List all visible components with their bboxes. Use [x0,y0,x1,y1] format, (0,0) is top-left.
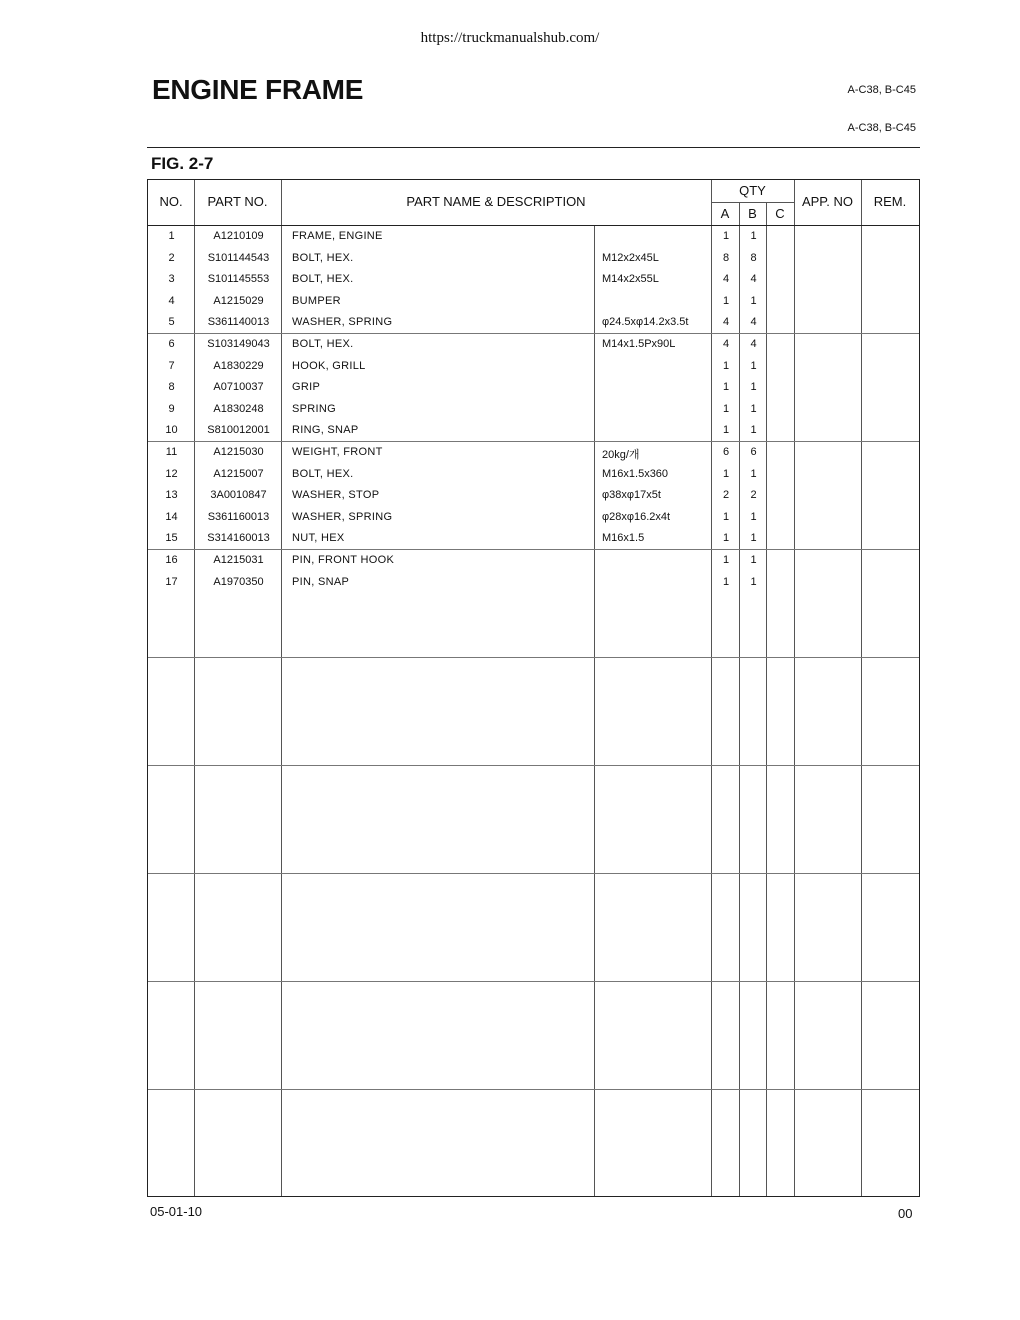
part-number: A1215007 [213,467,264,480]
part-name: NUT, HEX [292,532,345,545]
part-number: S810012001 [207,424,270,437]
part-spec: 20kg/개 [602,449,640,461]
group-separator [148,981,919,982]
qty-a: 1 [722,424,730,437]
table-row [148,291,919,313]
row-number: 1 [168,230,175,242]
part-name: BOLT, HEX. [292,251,354,264]
part-name: BOLT, HEX. [292,467,354,480]
table-row [148,464,919,486]
part-number: S101145553 [207,273,270,286]
qty-a: 4 [722,316,730,329]
qty-b: 1 [750,230,757,242]
part-name: WASHER, SPRING [292,510,393,523]
qty-a: 1 [722,294,730,307]
part-spec: M14x1.5Px90L [602,338,676,350]
table-row [148,550,919,572]
group-separator [148,657,919,658]
qty-a: 1 [722,402,730,415]
qty-subdivider [711,202,794,203]
qty-a: 1 [722,532,730,545]
group-separator [148,873,919,874]
header-divider [147,147,920,148]
table-row [148,356,919,378]
row-number: 6 [168,338,175,350]
part-name: GRIP [292,381,321,394]
part-spec: φ24.5xφ14.2x3.5t [602,316,689,329]
row-number: 5 [168,316,175,329]
row-number: 3 [168,273,175,286]
part-name: WASHER, SPRING [292,316,393,329]
part-number: S103149043 [207,338,270,350]
part-name: PIN, FRONT HOOK [292,554,395,566]
header-no: NO. [159,194,183,209]
part-spec: φ38xφ17x5t [602,489,661,502]
row-number: 16 [165,554,178,566]
table-row [148,399,919,421]
row-number: 7 [168,359,175,372]
row-number: 10 [165,424,178,437]
header-qty-b: B [748,206,757,221]
qty-b: 1 [750,424,757,437]
qty-b: 1 [750,467,757,480]
part-number: S314160013 [207,532,270,545]
model-code-sub: A-C38, B-C45 [847,122,916,134]
part-name: FRAME, ENGINE [292,230,383,242]
qty-b: 6 [750,446,757,458]
part-name: BOLT, HEX. [292,338,354,350]
table-row [148,572,919,594]
qty-b: 1 [750,532,757,545]
part-name: HOOK, GRILL [292,359,366,372]
row-number: 2 [168,251,175,264]
part-number: A1830229 [213,359,264,372]
part-spec: M16x1.5x360 [602,467,669,480]
qty-a: 6 [722,446,730,458]
row-number: 4 [168,294,175,307]
table-row [148,442,919,464]
row-number: 17 [165,575,178,588]
table-row [148,248,919,270]
table-row [148,269,919,291]
part-number: A1210109 [213,230,264,242]
part-number: S361160013 [207,510,270,523]
part-number: 3A0010847 [210,489,267,502]
row-number: 11 [165,446,178,458]
part-spec: φ28xφ16.2x4t [602,510,671,523]
qty-a: 2 [722,489,730,502]
header-qty-a: A [720,206,730,221]
part-number: A1215031 [213,554,264,566]
table-row [148,312,919,334]
row-number: 13 [165,489,178,502]
page-number: 00 [898,1206,913,1221]
table-row [148,528,919,550]
table-row [148,485,919,507]
qty-a: 1 [722,359,730,372]
part-name: WEIGHT, FRONT [292,446,383,458]
part-name: RING, SNAP [292,424,359,437]
qty-b: 1 [750,381,757,394]
qty-a: 1 [722,510,730,523]
qty-a: 1 [722,230,730,242]
qty-b: 4 [750,316,757,329]
part-number: A1215030 [213,446,264,458]
part-number: S101144543 [207,251,270,264]
part-number: S361140013 [207,316,270,329]
header-rem: REM. [873,194,907,209]
part-number: A1970350 [213,575,264,588]
qty-a: 8 [722,251,730,264]
qty-b: 1 [750,402,757,415]
qty-b: 1 [750,359,757,372]
header-qty-c: C [775,206,785,221]
header-part-name: PART NAME & DESCRIPTION [406,194,586,209]
qty-a: 1 [722,381,730,394]
row-number: 8 [168,381,175,394]
qty-a: 1 [722,554,730,566]
part-spec: M16x1.5 [602,532,645,545]
part-name: WASHER, STOP [292,489,380,502]
table-row [148,420,919,442]
part-name: SPRING [292,402,336,415]
row-number: 15 [165,532,178,545]
part-name: PIN, SNAP [292,575,350,588]
header-app-no: APP. NO [801,194,854,209]
qty-a: 4 [722,338,730,350]
part-number: A1215029 [213,294,264,307]
model-code-top: A-C38, B-C45 [847,84,916,96]
qty-a: 1 [722,575,730,588]
table-row [148,377,919,399]
qty-b: 1 [750,294,757,307]
header-qty: QTY [739,183,766,198]
group-separator [148,1089,919,1090]
qty-b: 1 [750,510,757,523]
table-row [148,226,919,248]
part-spec: M12x2x45L [602,251,659,264]
qty-b: 4 [750,273,757,286]
part-spec: M14x2x55L [602,273,659,286]
page-title: ENGINE FRAME [152,74,364,105]
row-number: 14 [165,510,178,523]
row-number: 9 [168,402,175,415]
row-number: 12 [165,467,178,480]
qty-b: 2 [750,489,757,502]
group-separator [148,765,919,766]
parts-table [147,179,920,1197]
part-number: A1830248 [213,402,264,415]
header-part-no: PART NO. [207,194,268,209]
qty-b: 1 [750,575,757,588]
figure-label: FIG. 2-7 [151,154,214,173]
part-name: BUMPER [292,294,341,307]
qty-b: 4 [750,338,757,350]
qty-a: 1 [722,467,730,480]
qty-a: 4 [722,273,730,286]
qty-b: 8 [750,251,757,264]
part-name: BOLT, HEX. [292,273,354,286]
footer-date: 05-01-10 [150,1204,203,1219]
qty-b: 1 [750,554,757,566]
source-url: https://truckmanualshub.com/ [420,30,600,46]
table-row [148,334,919,356]
table-row [148,507,919,529]
part-number: A0710037 [213,381,264,394]
